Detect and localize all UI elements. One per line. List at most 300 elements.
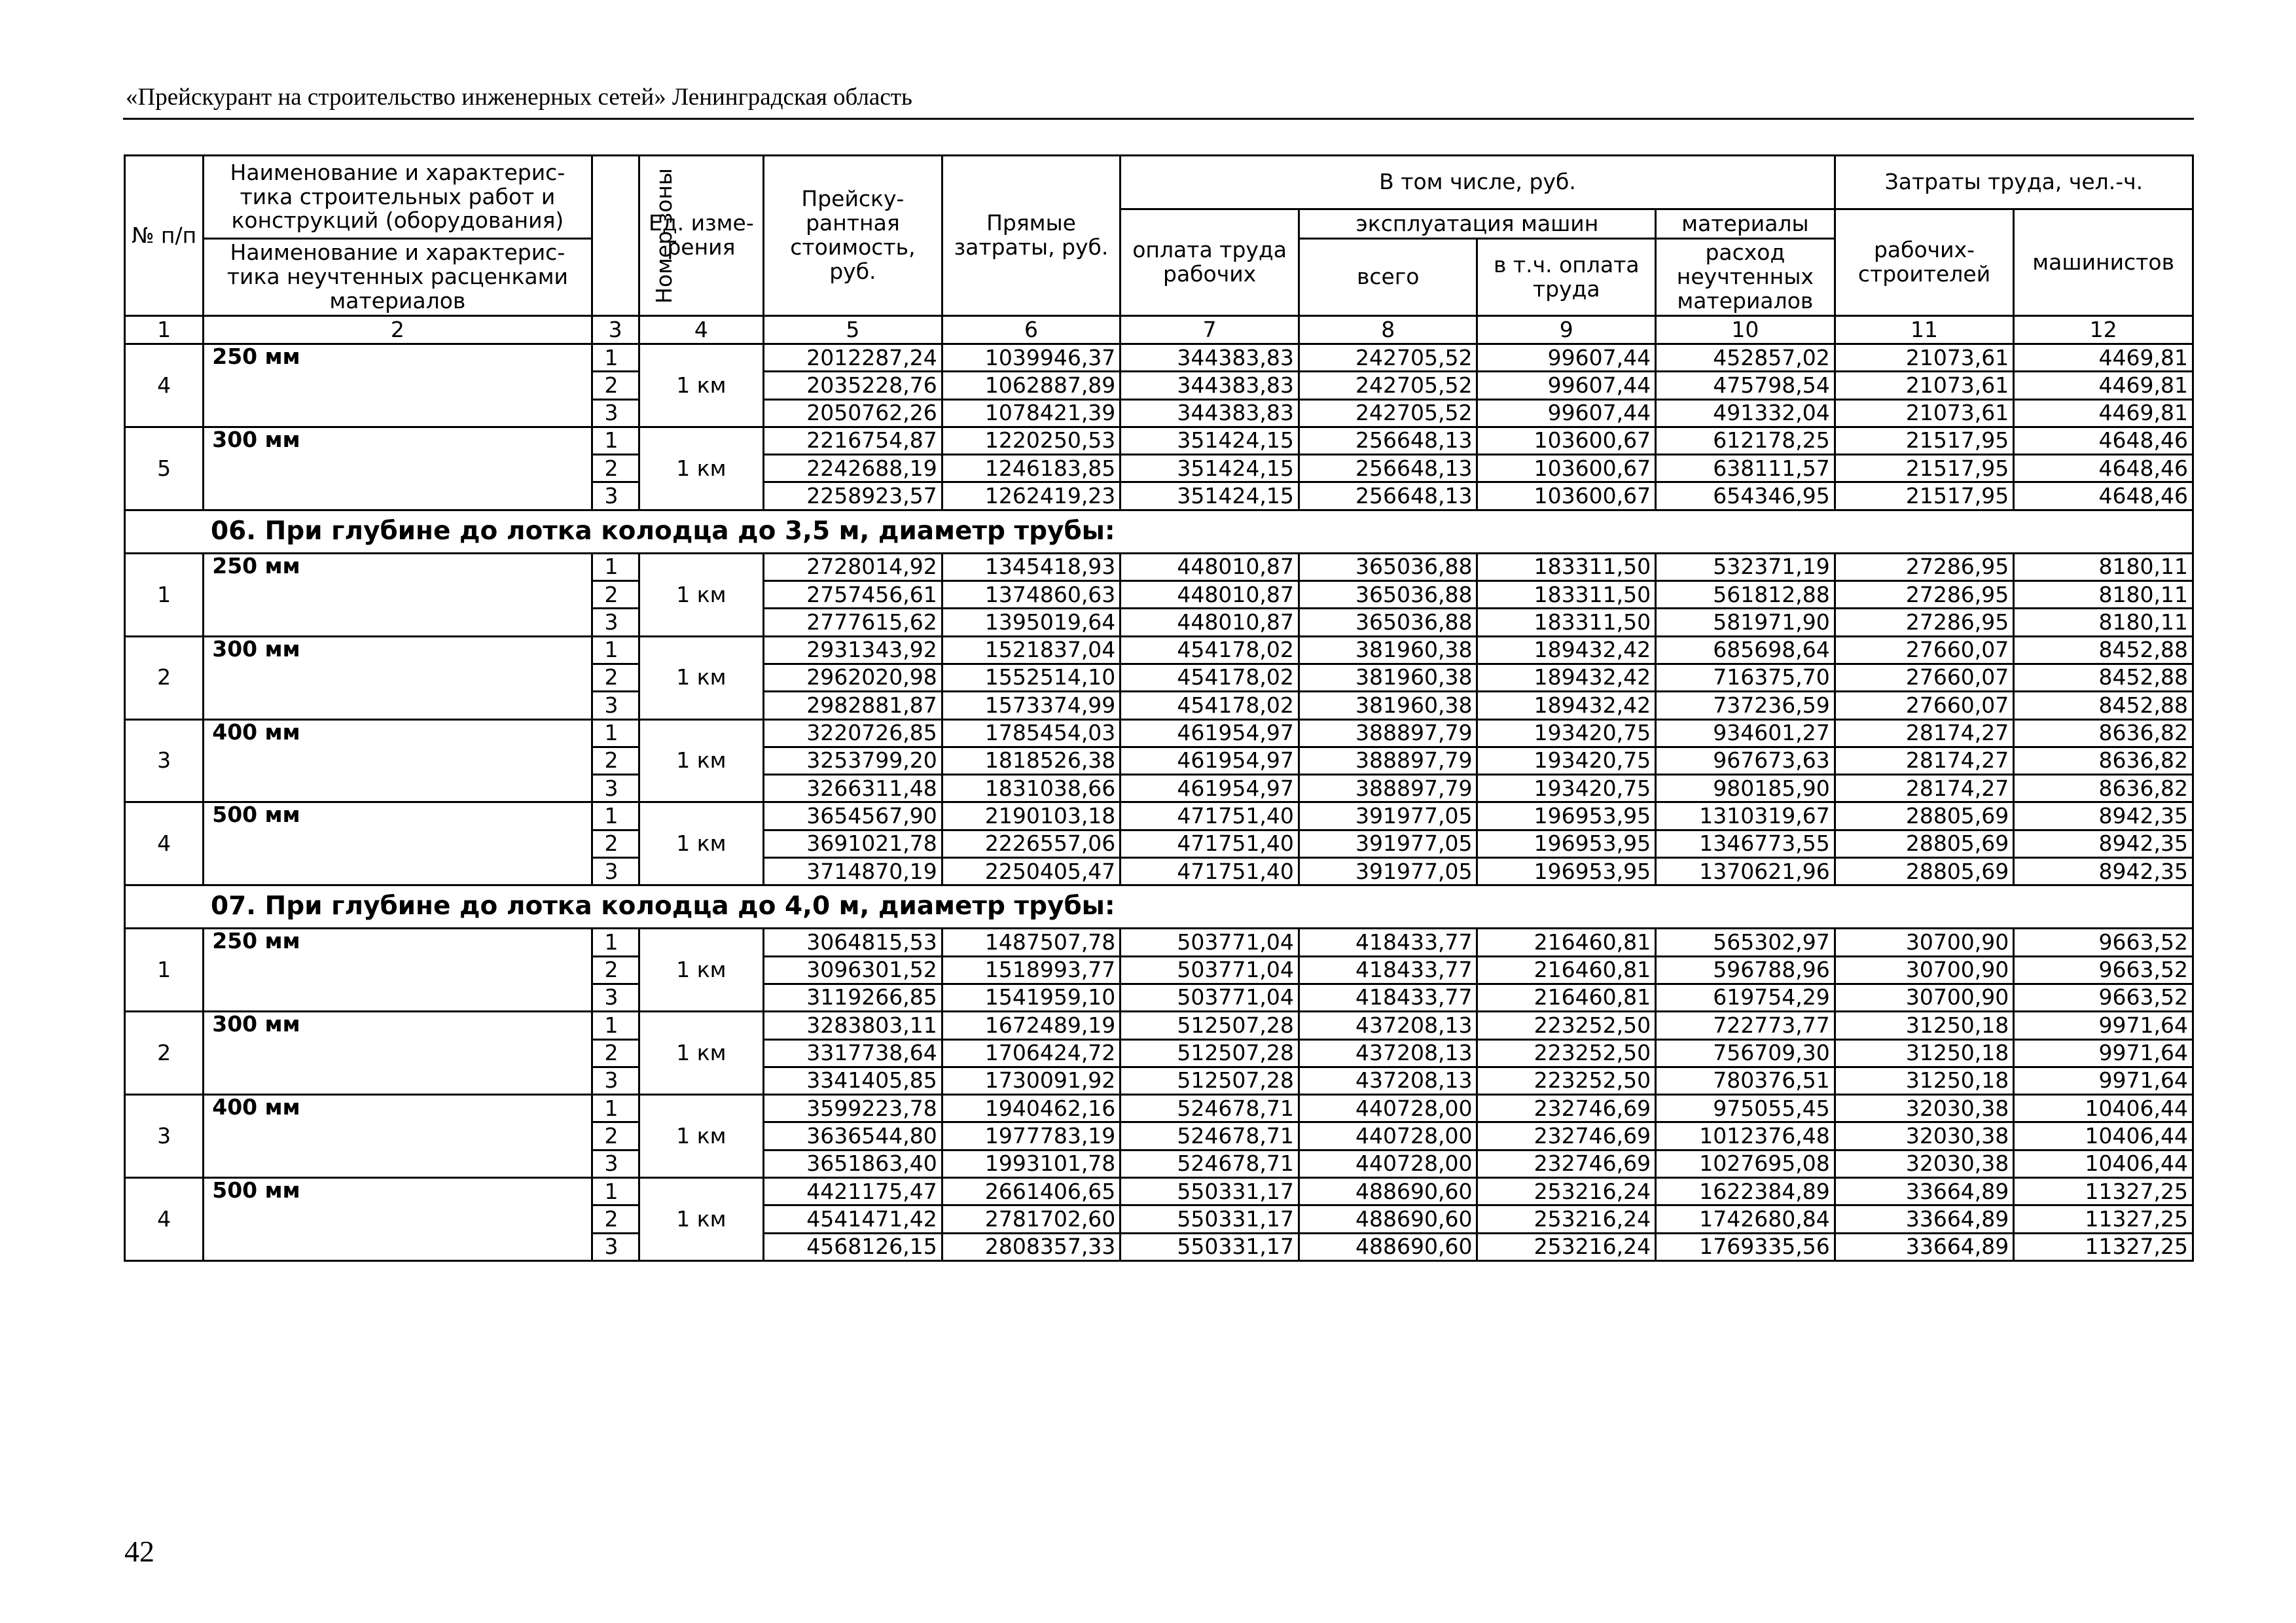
value-cell: 1220250,53 [942,427,1121,454]
value-cell: 21517,95 [1835,455,2014,482]
zone-cell: 2 [592,1122,639,1150]
table-row [125,1178,2193,1205]
item-name: 500 мм [204,802,592,885]
value-cell: 612178,25 [1656,427,1835,454]
value-cell: 975055,45 [1656,1095,1835,1122]
value-cell: 9971,64 [2014,1039,2193,1067]
value-cell: 21073,61 [1835,344,2014,372]
value-cell: 488690,60 [1299,1205,1477,1233]
zone-cell: 3 [592,399,639,427]
value-cell: 28174,27 [1835,775,2014,802]
value-cell: 1672489,19 [942,1012,1121,1039]
value-cell: 216460,81 [1477,984,1656,1011]
value-cell: 103600,67 [1477,455,1656,482]
value-cell: 9663,52 [2014,956,2193,984]
col-machines-header: эксплуатация машин [1299,209,1655,239]
value-cell: 223252,50 [1477,1039,1656,1067]
value-cell: 1310319,67 [1656,802,1835,830]
value-cell: 381960,38 [1299,636,1477,664]
table-row [125,427,2193,454]
value-cell: 3119266,85 [764,984,942,1011]
value-cell: 1818526,38 [942,747,1121,774]
value-cell: 99607,44 [1477,372,1656,399]
col-materials-cons-header: расход неучтенных материалов [1656,239,1835,316]
zone-cell: 2 [592,581,639,609]
value-cell: 242705,52 [1299,399,1477,427]
column-number-row [125,316,2193,344]
value-cell: 722773,77 [1656,1012,1835,1039]
value-cell: 365036,88 [1299,581,1477,609]
value-cell: 21517,95 [1835,427,2014,454]
value-cell: 344383,83 [1121,372,1299,399]
value-cell: 4648,46 [2014,427,2193,454]
table-row [125,1095,2193,1122]
value-cell: 475798,54 [1656,372,1835,399]
value-cell: 2216754,87 [764,427,942,454]
value-cell: 418433,77 [1299,984,1477,1011]
zone-cell: 3 [592,984,639,1011]
col-builders-header: рабочих-строителей [1835,209,2014,316]
item-number: 4 [125,802,204,885]
value-cell: 1706424,72 [942,1039,1121,1067]
value-cell: 4648,46 [2014,455,2193,482]
column-number-cell: 4 [639,316,763,344]
zone-cell: 2 [592,372,639,399]
value-cell: 256648,13 [1299,482,1477,510]
value-cell: 381960,38 [1299,692,1477,719]
value-cell: 27660,07 [1835,636,2014,664]
unit-cell: 1 км [639,636,763,719]
col-materials-header: материалы [1656,209,1835,239]
value-cell: 4568126,15 [764,1233,942,1260]
value-cell: 388897,79 [1299,719,1477,747]
value-cell: 2661406,65 [942,1178,1121,1205]
value-cell: 418433,77 [1299,929,1477,956]
value-cell: 196953,95 [1477,858,1656,885]
zone-cell: 3 [592,692,639,719]
section-row [125,885,2193,929]
value-cell: 4421175,47 [764,1178,942,1205]
column-number-cell: 7 [1121,316,1299,344]
value-cell: 189432,42 [1477,664,1656,691]
value-cell: 8452,88 [2014,636,2193,664]
page-number: 42 [124,1535,154,1568]
value-cell: 183311,50 [1477,609,1656,636]
value-cell: 1395019,64 [942,609,1121,636]
value-cell: 2982881,87 [764,692,942,719]
value-cell: 1027695,08 [1656,1150,1835,1177]
value-cell: 524678,71 [1121,1095,1299,1122]
value-cell: 1374860,63 [942,581,1121,609]
col-zone-header [592,156,677,316]
value-cell: 388897,79 [1299,775,1477,802]
zone-header-label: Номер зоны [651,168,677,304]
value-cell: 1078421,39 [942,399,1121,427]
value-cell: 2050762,26 [764,399,942,427]
value-cell: 33664,89 [1835,1233,2014,1260]
value-cell: 30700,90 [1835,956,2014,984]
value-cell: 619754,29 [1656,984,1835,1011]
value-cell: 3064815,53 [764,929,942,956]
value-cell: 1012376,48 [1656,1122,1835,1150]
value-cell: 8636,82 [2014,775,2193,802]
value-cell: 31250,18 [1835,1067,2014,1094]
unit-cell: 1 км [639,1095,763,1178]
zone-cell: 3 [592,1233,639,1260]
value-cell: 8942,35 [2014,858,2193,885]
value-cell: 1977783,19 [942,1122,1121,1150]
value-cell: 2728014,92 [764,553,942,580]
value-cell: 3096301,52 [764,956,942,984]
value-cell: 2777615,62 [764,609,942,636]
zone-cell: 3 [592,1150,639,1177]
value-cell: 716375,70 [1656,664,1835,691]
value-cell: 253216,24 [1477,1178,1656,1205]
value-cell: 183311,50 [1477,581,1656,609]
value-cell: 1062887,89 [942,372,1121,399]
column-number-cell: 2 [204,316,592,344]
value-cell: 2250405,47 [942,858,1121,885]
item-number: 1 [125,553,204,636]
value-cell: 28174,27 [1835,747,2014,774]
value-cell: 1370621,96 [1656,858,1835,885]
value-cell: 28805,69 [1835,830,2014,857]
value-cell: 253216,24 [1477,1233,1656,1260]
col-machinists-header: машинистов [2014,209,2193,316]
value-cell: 2962020,98 [764,664,942,691]
zone-cell: 2 [592,1205,639,1233]
price-table-body [125,344,2193,1261]
column-number-cell: 8 [1299,316,1477,344]
value-cell: 8180,11 [2014,609,2193,636]
item-number: 4 [125,1178,204,1261]
value-cell: 99607,44 [1477,344,1656,372]
value-cell: 10406,44 [2014,1122,2193,1150]
column-number-cell: 5 [764,316,942,344]
value-cell: 448010,87 [1121,553,1299,580]
value-cell: 1993101,78 [942,1150,1121,1177]
price-table [124,154,2194,1262]
value-cell: 503771,04 [1121,984,1299,1011]
value-cell: 189432,42 [1477,636,1656,664]
value-cell: 28805,69 [1835,802,2014,830]
value-cell: 9663,52 [2014,984,2193,1011]
zone-cell: 2 [592,956,639,984]
value-cell: 461954,97 [1121,719,1299,747]
value-cell: 1346773,55 [1656,830,1835,857]
value-cell: 1039946,37 [942,344,1121,372]
value-cell: 437208,13 [1299,1067,1477,1094]
value-cell: 561812,88 [1656,581,1835,609]
col-labor-cost-header: Затраты труда, чел.-ч. [1835,156,2193,209]
value-cell: 1785454,03 [942,719,1121,747]
value-cell: 4469,81 [2014,399,2193,427]
col-labor-pay-header: оплата труда рабочих [1121,209,1299,316]
value-cell: 2757456,61 [764,581,942,609]
value-cell: 3654567,90 [764,802,942,830]
value-cell: 1262419,23 [942,482,1121,510]
item-number: 2 [125,636,204,719]
item-name: 300 мм [204,1012,592,1095]
table-row [125,719,2193,747]
value-cell: 193420,75 [1477,747,1656,774]
zone-cell: 3 [592,1067,639,1094]
value-cell: 21073,61 [1835,372,2014,399]
zone-cell: 2 [592,830,639,857]
value-cell: 8452,88 [2014,664,2193,691]
table-row [125,636,2193,664]
value-cell: 1742680,84 [1656,1205,1835,1233]
unit-cell: 1 км [639,802,763,885]
column-number-cell: 10 [1656,316,1835,344]
value-cell: 454178,02 [1121,636,1299,664]
zone-cell: 1 [592,427,639,454]
col-machines-pay-header: в т.ч. оплата труда [1477,239,1656,316]
value-cell: 448010,87 [1121,609,1299,636]
value-cell: 11327,25 [2014,1205,2193,1233]
table-row [125,802,2193,830]
table-row [125,344,2193,372]
value-cell: 471751,40 [1121,858,1299,885]
value-cell: 967673,63 [1656,747,1835,774]
value-cell: 8180,11 [2014,553,2193,580]
unit-cell: 1 км [639,344,763,427]
value-cell: 103600,67 [1477,427,1656,454]
value-cell: 454178,02 [1121,692,1299,719]
col-including-header: В том числе, руб. [1121,156,1835,209]
value-cell: 256648,13 [1299,427,1477,454]
zone-cell: 2 [592,1039,639,1067]
item-number: 1 [125,929,204,1012]
value-cell: 685698,64 [1656,636,1835,664]
value-cell: 183311,50 [1477,553,1656,580]
value-cell: 27286,95 [1835,553,2014,580]
value-cell: 232746,69 [1477,1122,1656,1150]
value-cell: 1345418,93 [942,553,1121,580]
table-row [125,929,2193,956]
value-cell: 391977,05 [1299,802,1477,830]
value-cell: 344383,83 [1121,344,1299,372]
item-name: 400 мм [204,719,592,802]
zone-cell: 2 [592,664,639,691]
value-cell: 351424,15 [1121,482,1299,510]
value-cell: 8636,82 [2014,747,2193,774]
value-cell: 418433,77 [1299,956,1477,984]
value-cell: 31250,18 [1835,1012,2014,1039]
value-cell: 32030,38 [1835,1095,2014,1122]
col-name-materials-header: Наименование и характеристика неучтенных расценками материалов [204,239,592,316]
value-cell: 3599223,78 [764,1095,942,1122]
value-cell: 32030,38 [1835,1122,2014,1150]
value-cell: 30700,90 [1835,929,2014,956]
value-cell: 21073,61 [1835,399,2014,427]
value-cell: 503771,04 [1121,956,1299,984]
zone-cell: 1 [592,929,639,956]
value-cell: 1487507,78 [942,929,1121,956]
value-cell: 8942,35 [2014,830,2193,857]
value-cell: 196953,95 [1477,830,1656,857]
value-cell: 1730091,92 [942,1067,1121,1094]
value-cell: 461954,97 [1121,775,1299,802]
value-cell: 344383,83 [1121,399,1299,427]
column-number-cell: 3 [592,316,639,344]
value-cell: 3253799,20 [764,747,942,774]
value-cell: 1769335,56 [1656,1233,1835,1260]
value-cell: 4541471,42 [764,1205,942,1233]
value-cell: 737236,59 [1656,692,1835,719]
value-cell: 32030,38 [1835,1150,2014,1177]
item-name: 300 мм [204,427,592,510]
value-cell: 1622384,89 [1656,1178,1835,1205]
item-number: 4 [125,344,204,427]
value-cell: 1573374,99 [942,692,1121,719]
unit-cell: 1 км [639,1012,763,1095]
value-cell: 596788,96 [1656,956,1835,984]
value-cell: 193420,75 [1477,775,1656,802]
value-cell: 2190103,18 [942,802,1121,830]
unit-cell: 1 км [639,553,763,636]
value-cell: 638111,57 [1656,455,1835,482]
unit-cell: 1 км [639,427,763,510]
value-cell: 4469,81 [2014,344,2193,372]
value-cell: 8180,11 [2014,581,2193,609]
value-cell: 1541959,10 [942,984,1121,1011]
value-cell: 99607,44 [1477,399,1656,427]
value-cell: 8942,35 [2014,802,2193,830]
value-cell: 550331,17 [1121,1178,1299,1205]
value-cell: 1518993,77 [942,956,1121,984]
value-cell: 9971,64 [2014,1012,2193,1039]
value-cell: 448010,87 [1121,581,1299,609]
value-cell: 654346,95 [1656,482,1835,510]
value-cell: 440728,00 [1299,1122,1477,1150]
value-cell: 454178,02 [1121,664,1299,691]
item-number: 3 [125,1095,204,1178]
zone-cell: 1 [592,553,639,580]
col-num-header: № п/п [125,156,204,316]
value-cell: 2808357,33 [942,1233,1121,1260]
header-rule [123,118,2194,120]
item-number: 2 [125,1012,204,1095]
value-cell: 232746,69 [1477,1095,1656,1122]
zone-cell: 3 [592,482,639,510]
value-cell: 28805,69 [1835,858,2014,885]
value-cell: 388897,79 [1299,747,1477,774]
column-number-cell: 12 [2014,316,2193,344]
value-cell: 193420,75 [1477,719,1656,747]
value-cell: 488690,60 [1299,1233,1477,1260]
value-cell: 512507,28 [1121,1067,1299,1094]
value-cell: 440728,00 [1299,1150,1477,1177]
zone-cell: 2 [592,455,639,482]
value-cell: 33664,89 [1835,1205,2014,1233]
value-cell: 524678,71 [1121,1122,1299,1150]
value-cell: 3651863,40 [764,1150,942,1177]
value-cell: 30700,90 [1835,984,2014,1011]
value-cell: 27660,07 [1835,692,2014,719]
value-cell: 2035228,76 [764,372,942,399]
value-cell: 31250,18 [1835,1039,2014,1067]
value-cell: 8452,88 [2014,692,2193,719]
value-cell: 28174,27 [1835,719,2014,747]
unit-cell: 1 км [639,929,763,1012]
value-cell: 196953,95 [1477,802,1656,830]
value-cell: 491332,04 [1656,399,1835,427]
value-cell: 27286,95 [1835,581,2014,609]
value-cell: 532371,19 [1656,553,1835,580]
zone-cell: 1 [592,1095,639,1122]
value-cell: 33664,89 [1835,1178,2014,1205]
value-cell: 980185,90 [1656,775,1835,802]
value-cell: 11327,25 [2014,1178,2193,1205]
value-cell: 550331,17 [1121,1205,1299,1233]
column-number-cell: 6 [942,316,1121,344]
item-name: 250 мм [204,553,592,636]
value-cell: 2242688,19 [764,455,942,482]
zone-cell: 3 [592,858,639,885]
value-cell: 391977,05 [1299,858,1477,885]
zone-cell: 1 [592,802,639,830]
value-cell: 223252,50 [1477,1067,1656,1094]
value-cell: 11327,25 [2014,1233,2193,1260]
unit-cell: 1 км [639,1178,763,1261]
value-cell: 934601,27 [1656,719,1835,747]
value-cell: 440728,00 [1299,1095,1477,1122]
zone-cell: 1 [592,719,639,747]
value-cell: 512507,28 [1121,1012,1299,1039]
value-cell: 3691021,78 [764,830,942,857]
value-cell: 524678,71 [1121,1150,1299,1177]
value-cell: 27286,95 [1835,609,2014,636]
zone-cell: 3 [592,775,639,802]
value-cell: 4648,46 [2014,482,2193,510]
value-cell: 381960,38 [1299,664,1477,691]
value-cell: 21517,95 [1835,482,2014,510]
value-cell: 550331,17 [1121,1233,1299,1260]
item-number: 5 [125,427,204,510]
value-cell: 565302,97 [1656,929,1835,956]
value-cell: 232746,69 [1477,1150,1656,1177]
value-cell: 3714870,19 [764,858,942,885]
value-cell: 351424,15 [1121,427,1299,454]
value-cell: 452857,02 [1656,344,1835,372]
table-row [125,553,2193,580]
zone-cell: 3 [592,609,639,636]
value-cell: 27660,07 [1835,664,2014,691]
value-cell: 3283803,11 [764,1012,942,1039]
value-cell: 242705,52 [1299,344,1477,372]
value-cell: 365036,88 [1299,609,1477,636]
zone-cell: 1 [592,636,639,664]
value-cell: 223252,50 [1477,1012,1656,1039]
value-cell: 1521837,04 [942,636,1121,664]
value-cell: 2931343,92 [764,636,942,664]
value-cell: 10406,44 [2014,1095,2193,1122]
value-cell: 2226557,06 [942,830,1121,857]
value-cell: 242705,52 [1299,372,1477,399]
value-cell: 488690,60 [1299,1178,1477,1205]
value-cell: 471751,40 [1121,830,1299,857]
value-cell: 2012287,24 [764,344,942,372]
value-cell: 3341405,85 [764,1067,942,1094]
value-cell: 2781702,60 [942,1205,1121,1233]
unit-cell: 1 км [639,719,763,802]
value-cell: 437208,13 [1299,1012,1477,1039]
value-cell: 2258923,57 [764,482,942,510]
column-number-cell: 11 [1835,316,2014,344]
value-cell: 503771,04 [1121,929,1299,956]
value-cell: 256648,13 [1299,455,1477,482]
